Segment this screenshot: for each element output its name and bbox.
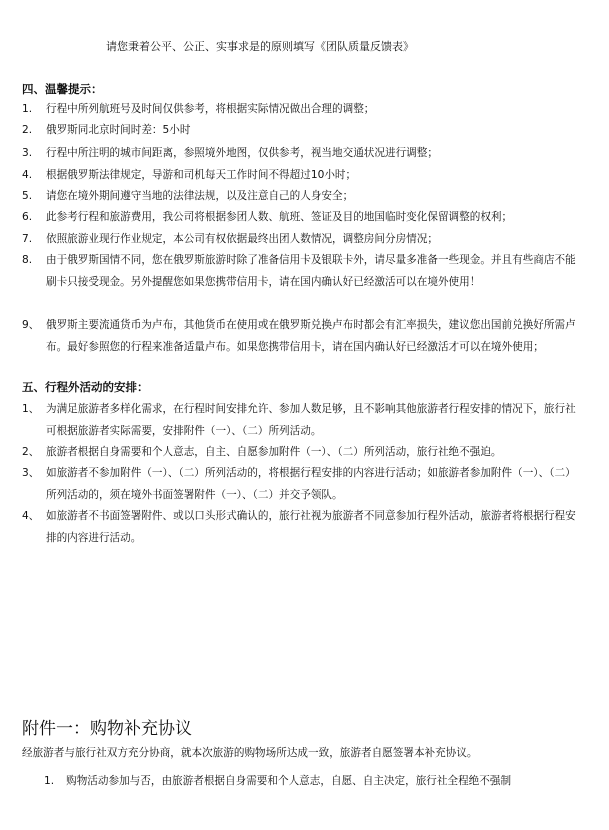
item-number: 1. — [22, 103, 33, 115]
item-text: 购物活动参加与否，由旅游者根据自身需要和个人意志，自愿、自主决定，旅行社全程绝不强制 — [66, 775, 512, 787]
list-item — [22, 120, 577, 142]
item-text: 行程中所列航班号及时间仅供参考，将根据实际情况做出合理的调整； — [46, 103, 375, 115]
item-number: 7. — [22, 233, 33, 245]
list-item — [22, 165, 577, 187]
item-text: 如旅游者不书面签署附件、或以口头形式确认的，旅行社视为旅游者不同意参加行程外活动，旅游者将根据行程安排的内容进行活动。 — [46, 510, 576, 544]
item-number: 3. — [22, 147, 33, 159]
item-text: 请您在境外期间遵守当地的法律法规，以及注意自己的人身安全； — [46, 190, 354, 202]
item-text: 为满足旅游者多样化需求，在行程时间安排允许、参加人数足够，且不影响其他旅游者行程安排的情况下，旅行社可根据旅游者实际需要，安排附件（一）、（二）所列活动。 — [46, 403, 576, 437]
item-number: 4. — [22, 169, 33, 181]
list-item — [22, 442, 577, 464]
list-item — [22, 207, 577, 229]
section-5-title: 五、行程外活动的安排： — [22, 380, 149, 394]
item-text: 旅游者根据自身需要和个人意志，自主、自愿参加附件（一）、（二）所列活动，旅行社绝不强迫。 — [46, 446, 502, 458]
list-item — [22, 143, 577, 165]
item-number: 1. — [44, 775, 55, 787]
item-text: 俄罗斯同北京时间时差：5小时 — [46, 124, 191, 136]
item-number: 9、 — [22, 319, 40, 331]
item-number: 2. — [22, 124, 33, 136]
item-number: 2、 — [22, 446, 40, 458]
section-4-title: 四、温馨提示： — [22, 82, 103, 96]
list-item — [22, 99, 577, 121]
list-item — [22, 463, 577, 506]
item-text: 俄罗斯主要流通货币为卢布，其他货币在使用或在俄罗斯兑换卢布时都会有汇率损失，建议您出国前兑换好所需卢布。最好参照您的行程来准备适量卢布。如果您携带信用卡，请在国内确认好已经激活才可以在境外使用； — [46, 319, 576, 353]
list-item — [22, 250, 577, 293]
item-number: 8. — [22, 254, 33, 266]
annex-1-title: 附件一：购物补充协议 — [22, 719, 192, 739]
item-number: 6. — [22, 211, 33, 223]
item-number: 1、 — [22, 403, 40, 415]
item-number: 4、 — [22, 510, 40, 522]
item-text: 依照旅游业现行作业规定，本公司有权依据最终出团人数情况，调整房间分房情况； — [46, 233, 438, 245]
item-text: 根据俄罗斯法律规定，导游和司机每天工作时间不得超过10小时； — [46, 169, 357, 181]
item-text: 此参考行程和旅游费用，我公司将根据参团人数、航班、签证及目的地国临时变化保留调整的权利； — [46, 211, 513, 223]
feedback-intro: 请您秉着公平、公正、实事求是的原则填写《团队质量反馈表》 — [106, 40, 414, 53]
item-text: 由于俄罗斯国情不同，您在俄罗斯旅游时除了准备信用卡及银联卡外，请尽量多准备一些现金。并且有些商店不能刷卡只接受现金。另外提醒您如果您携带信用卡，请在国内确认好已经激活可以在境外使用！ — [46, 254, 576, 288]
item-text: 如旅游者不参加附件（一）、（二）所列活动的，将根据行程安排的内容进行活动；如旅游者参加附件（一）、（二）所列活动的，须在境外书面签署附件（一）、（二）并交予领队。 — [46, 467, 576, 501]
annex-1-intro: 经旅游者与旅行社双方充分协商，就本次旅游的购物场所达成一致，旅游者自愿签署本补充协议。 — [22, 747, 478, 759]
list-item — [22, 315, 577, 358]
item-text: 行程中所注明的城市间距离，参照境外地图，仅供参考，视当地交通状况进行调整； — [46, 147, 438, 159]
item-number: 5. — [22, 190, 33, 202]
list-item — [22, 506, 577, 549]
list-item — [22, 186, 577, 208]
list-item — [22, 399, 577, 442]
list-item — [44, 771, 584, 792]
item-number: 3、 — [22, 467, 40, 479]
list-item — [22, 229, 577, 251]
